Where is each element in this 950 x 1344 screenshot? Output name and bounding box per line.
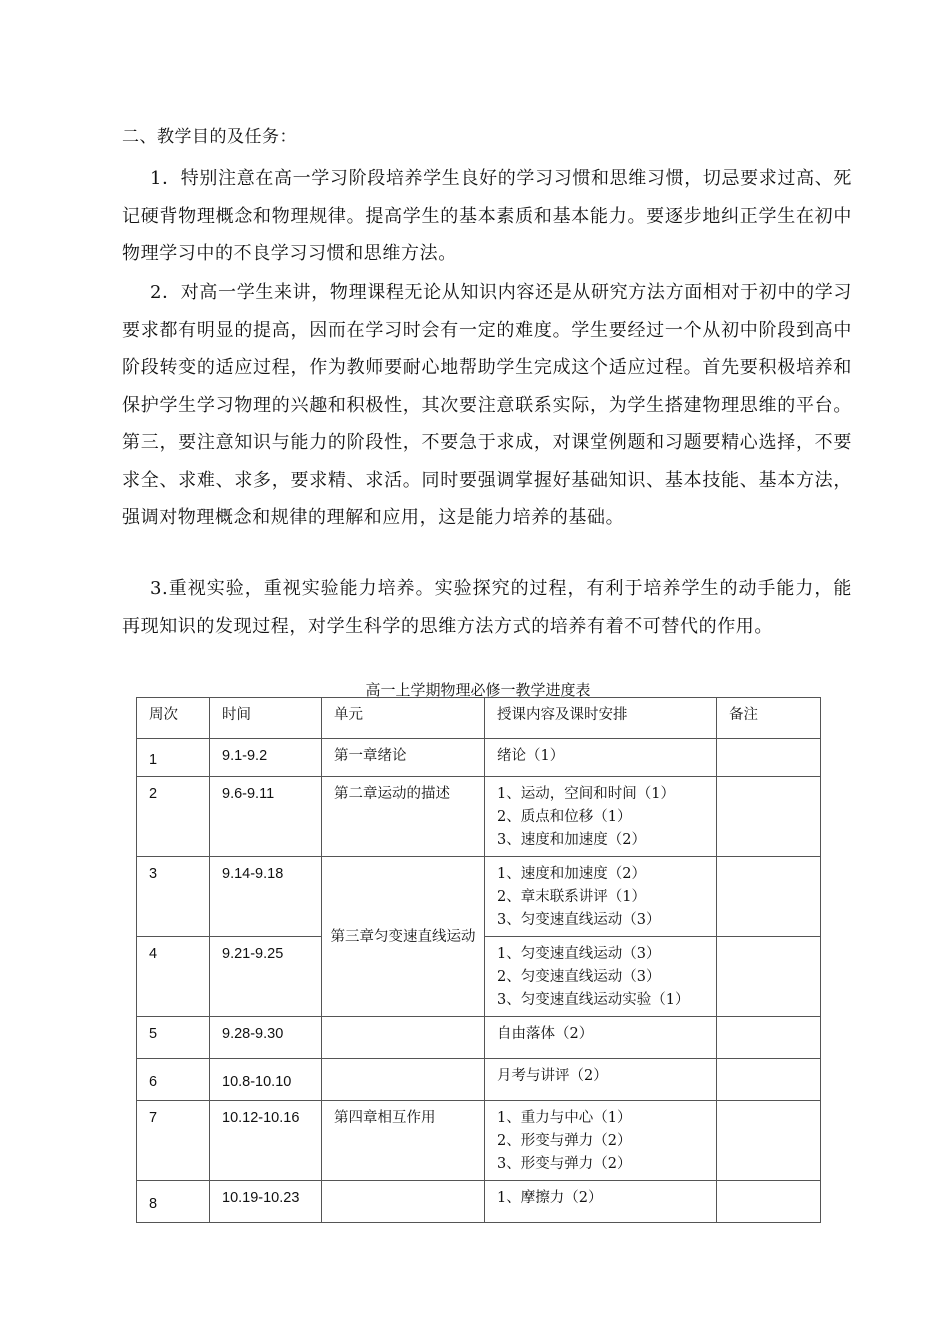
table-row bbox=[137, 777, 821, 857]
cell-time: 10.19-10.23 bbox=[210, 1181, 322, 1223]
cell-week: 2 bbox=[137, 777, 210, 857]
table-row bbox=[137, 739, 821, 777]
table-caption: 高一上学期物理必修一教学进度表 bbox=[365, 681, 591, 699]
header-unit: 单元 bbox=[322, 698, 485, 739]
table-row bbox=[137, 1181, 821, 1223]
section-heading: 二、教学目的及任务： bbox=[122, 127, 297, 147]
table-row bbox=[137, 1101, 821, 1181]
table-row bbox=[137, 857, 821, 937]
cell-unit: 第四章相互作用 bbox=[322, 1101, 485, 1181]
cell-unit bbox=[322, 1181, 485, 1223]
header-notes: 备注 bbox=[717, 698, 821, 739]
cell-content: 1、重力与中心（1） 2、形变与弹力（2） 3、形变与弹力（2） bbox=[485, 1101, 717, 1181]
header-week: 周次 bbox=[137, 698, 210, 739]
cell-time: 9.1-9.2 bbox=[210, 739, 322, 777]
header-time: 时间 bbox=[210, 698, 322, 739]
cell-time: 10.12-10.16 bbox=[210, 1101, 322, 1181]
paragraph-2: 2．对高一学生来讲，物理课程无论从知识内容还是从研究方法方面相对于初中的学习要求都有明显的提高，因而在学习时会有一定的难度。学生要经过一个从初中阶段到高中阶段转变的适应过程，作为教师要耐心地帮助学生完成这个适应过程。首先要积极培养和保护学生学习物理的兴趣和积极性，其次要注意联系实际，为学生搭建物理思维的平台。第三，要注意知识与能力的阶段性，不要急于求成，对课堂例题和习题要精心选择，不要求全、求难、求多，要求精、求活。同时要强调掌握好基础知识、基本技能、基本方法，强调对物理概念和规律的理解和应用，这是能力培养的基础。 bbox=[122, 282, 852, 528]
cell-content: 1、运动，空间和时间（1） 2、质点和位移（1） 3、速度和加速度（2） bbox=[485, 777, 717, 857]
cell-notes bbox=[717, 1101, 821, 1181]
cell-notes bbox=[717, 937, 821, 1017]
paragraph-3: 3.重视实验，重视实验能力培养。实验探究的过程，有利于培养学生的动手能力，能再现知识的发现过程，对学生科学的思维方法方式的培养有着不可替代的作用。 bbox=[122, 578, 852, 637]
cell-week: 5 bbox=[137, 1017, 210, 1059]
cell-unit bbox=[322, 1059, 485, 1101]
cell-week: 6 bbox=[137, 1059, 210, 1101]
cell-notes bbox=[717, 777, 821, 857]
cell-unit: 第二章运动的描述 bbox=[322, 777, 485, 857]
cell-content: 1、摩擦力（2） bbox=[485, 1181, 717, 1223]
cell-week: 1 bbox=[137, 739, 210, 777]
table-row bbox=[137, 1017, 821, 1059]
cell-time: 9.14-9.18 bbox=[210, 857, 322, 937]
cell-content: 绪论（1） bbox=[485, 739, 717, 777]
cell-unit-merged: 第三章匀变速直线运动 bbox=[322, 857, 485, 1017]
cell-time: 9.6-9.11 bbox=[210, 777, 322, 857]
schedule-table bbox=[136, 697, 821, 1223]
cell-week: 3 bbox=[137, 857, 210, 937]
cell-content: 月考与讲评（2） bbox=[485, 1059, 717, 1101]
header-content: 授课内容及课时安排 bbox=[485, 698, 717, 739]
cell-unit bbox=[322, 1017, 485, 1059]
cell-week: 4 bbox=[137, 937, 210, 1017]
cell-unit: 第一章绪论 bbox=[322, 739, 485, 777]
cell-content: 1、匀变速直线运动（3） 2、匀变速直线运动（3） 3、匀变速直线运动实验（1） bbox=[485, 937, 717, 1017]
paragraph-1: 1．特别注意在高一学习阶段培养学生良好的学习习惯和思维习惯，切忌要求过高、死记硬背物理概念和物理规律。提高学生的基本素质和基本能力。要逐步地纠正学生在初中物理学习中的不良学习习惯和思维方法。 bbox=[122, 168, 852, 264]
cell-content: 自由落体（2） bbox=[485, 1017, 717, 1059]
cell-notes bbox=[717, 739, 821, 777]
cell-content: 1、速度和加速度（2） 2、章末联系讲评（1） 3、匀变速直线运动（3） bbox=[485, 857, 717, 937]
cell-notes bbox=[717, 1181, 821, 1223]
table-row bbox=[137, 1059, 821, 1101]
cell-notes bbox=[717, 1017, 821, 1059]
table-header-row bbox=[137, 698, 821, 739]
cell-time: 9.28-9.30 bbox=[210, 1017, 322, 1059]
cell-notes bbox=[717, 857, 821, 937]
cell-time: 9.21-9.25 bbox=[210, 937, 322, 1017]
cell-week: 8 bbox=[137, 1181, 210, 1223]
cell-notes bbox=[717, 1059, 821, 1101]
cell-time: 10.8-10.10 bbox=[210, 1059, 322, 1101]
cell-week: 7 bbox=[137, 1101, 210, 1181]
